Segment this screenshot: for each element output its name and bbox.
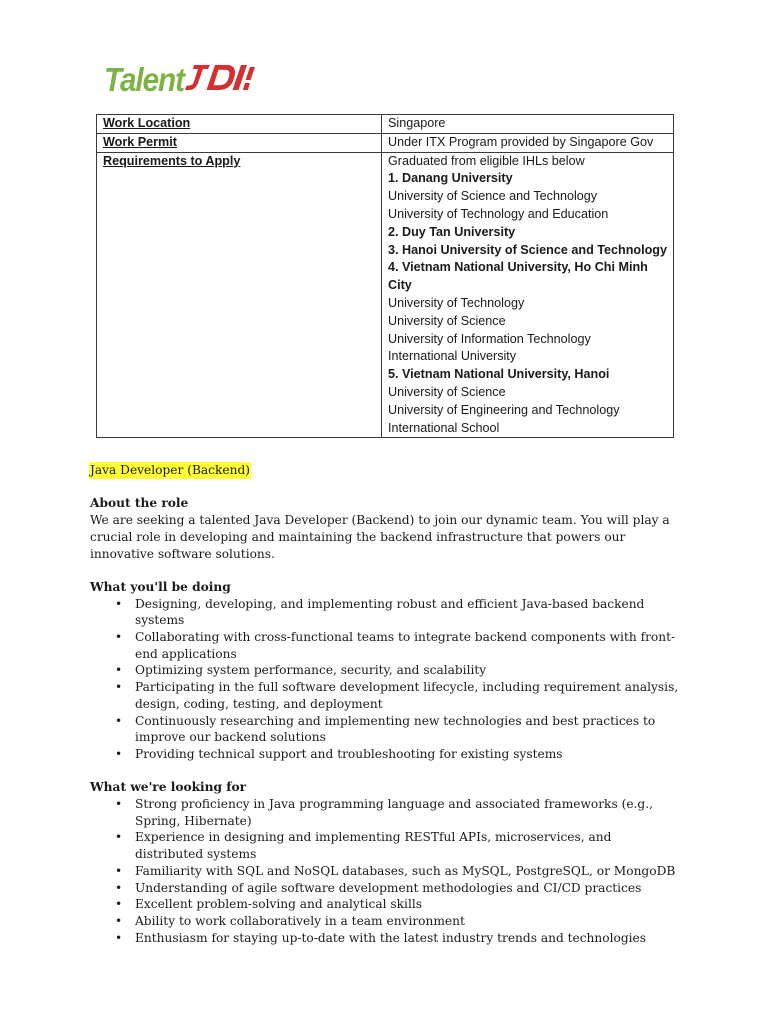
logo-mark-shape bbox=[206, 65, 235, 90]
requirement-skill-item bbox=[90, 913, 680, 930]
requirement-skill-item bbox=[90, 863, 680, 880]
work-location-label: Work Location bbox=[97, 115, 382, 134]
logo-jdi-mark bbox=[184, 63, 260, 95]
requirement-skill-item bbox=[90, 930, 680, 947]
requirement-university: 1. Danang University bbox=[388, 171, 513, 186]
requirement-skill-item bbox=[90, 896, 680, 913]
work-permit-label: Work Permit bbox=[97, 133, 382, 152]
work-permit-value: Under ITX Program provided by Singapore Gov bbox=[382, 133, 674, 152]
responsibility-item bbox=[90, 746, 680, 763]
bullet-icon: • bbox=[115, 630, 123, 644]
requirement-item: University of Engineering and Technology bbox=[388, 402, 620, 417]
bullet-icon: • bbox=[115, 680, 123, 695]
requirements-list bbox=[382, 152, 674, 438]
logo-wordmark: Talent bbox=[104, 61, 184, 98]
list-item-text: Providing technical support and troubleshooting for existing systems bbox=[135, 746, 563, 761]
list-item-text: Excellent problem-solving and analytical skills bbox=[135, 897, 422, 912]
requirement-item: University of Science bbox=[388, 313, 506, 328]
bullet-icon: • bbox=[115, 913, 123, 928]
job-description bbox=[90, 462, 680, 946]
bullet-icon: • bbox=[115, 797, 123, 812]
requirement-university: 3. Hanoi University of Science and Technology bbox=[388, 242, 667, 257]
requirement-item: University of Information Technology bbox=[388, 331, 591, 346]
doing-list bbox=[90, 596, 680, 763]
requirement-item: University of Science bbox=[388, 384, 506, 399]
list-item-text: Optimizing system performance, security, and scalability bbox=[135, 663, 487, 678]
about-text: We are seeking a talented Java Developer (Backend) to join our dynamic team. You will play a crucial role in developing and maintaining the backend infrastructure that powers our innovative software solutions. bbox=[90, 513, 670, 561]
about-heading: About the role bbox=[90, 496, 189, 511]
work-location-value: Singapore bbox=[382, 115, 674, 134]
requirement-item: University of Science and Technology bbox=[388, 189, 598, 204]
bullet-icon: • bbox=[115, 863, 123, 878]
job-info-table bbox=[96, 114, 674, 438]
looking-list bbox=[90, 796, 680, 946]
responsibility-item bbox=[90, 629, 680, 662]
work-permit-row bbox=[97, 133, 674, 152]
requirements-row bbox=[97, 152, 674, 438]
list-item-text: Continuously researching and implementing new technologies and best practices to improve our backend solutions bbox=[135, 713, 656, 745]
bullet-icon: • bbox=[115, 880, 123, 895]
bullet-icon: • bbox=[115, 596, 123, 611]
requirement-item: International School bbox=[388, 420, 500, 435]
bullet-icon: • bbox=[115, 897, 123, 912]
doing-heading: What you'll be doing bbox=[90, 579, 231, 594]
requirement-skill-item bbox=[90, 829, 680, 862]
requirement-university: 2. Duy Tan University bbox=[388, 224, 516, 239]
list-item-text: Enthusiasm for staying up-to-date with the latest industry trends and technologies bbox=[135, 930, 646, 945]
responsibility-item bbox=[90, 596, 680, 629]
logo-mark-shape bbox=[243, 83, 250, 90]
requirement-university: 4. Vietnam National University, Ho Chi Minh City bbox=[388, 260, 648, 293]
responsibility-item bbox=[90, 713, 680, 746]
company-logo bbox=[104, 56, 260, 98]
job-title: Java Developer (Backend) bbox=[90, 463, 251, 477]
responsibility-item bbox=[90, 679, 680, 712]
requirement-university: 5. Vietnam National University, Hanoi bbox=[388, 367, 610, 382]
requirement-skill-item bbox=[90, 880, 680, 897]
list-item-text: Ability to work collaboratively in a team environment bbox=[135, 913, 465, 928]
list-item-text: Familiarity with SQL and NoSQL databases, such as MySQL, PostgreSQL, or MongoDB bbox=[135, 863, 676, 878]
requirement-item: University of Technology and Education bbox=[388, 206, 609, 221]
list-item-text: Understanding of agile software development methodologies and CI/CD practices bbox=[135, 880, 642, 895]
requirement-item: International University bbox=[388, 349, 517, 364]
logo-mark-shape bbox=[245, 67, 255, 80]
requirements-label: Requirements to Apply bbox=[97, 152, 382, 438]
list-item-text: Participating in the full software development lifecycle, including requirement analysis, design, coding, testing, and deployment bbox=[135, 680, 679, 711]
looking-heading: What we're looking for bbox=[90, 780, 247, 795]
list-item-text: Designing, developing, and implementing robust and efficient Java-based backend systems bbox=[135, 596, 645, 628]
bullet-icon: • bbox=[115, 713, 123, 728]
responsibility-item bbox=[90, 662, 680, 679]
list-item-text: Experience in designing and implementing RESTful APIs, microservices, and distributed systems bbox=[135, 830, 612, 862]
requirement-skill-item bbox=[90, 796, 680, 829]
requirement-item: University of Technology bbox=[388, 295, 525, 310]
bullet-icon: • bbox=[115, 746, 123, 761]
bullet-icon: • bbox=[115, 663, 123, 678]
logo-mark-shape bbox=[185, 65, 210, 90]
bullet-icon: • bbox=[115, 830, 123, 845]
requirement-item: Graduated from eligible IHLs below bbox=[388, 153, 585, 168]
list-item-text: Collaborating with cross-functional teams to integrate backend components with front-end applications bbox=[135, 630, 676, 661]
list-item-text: Strong proficiency in Java programming language and associated frameworks (e.g., Spring, Hibernate) bbox=[135, 797, 653, 828]
bullet-icon: • bbox=[115, 930, 123, 945]
work-location-row bbox=[97, 115, 674, 134]
